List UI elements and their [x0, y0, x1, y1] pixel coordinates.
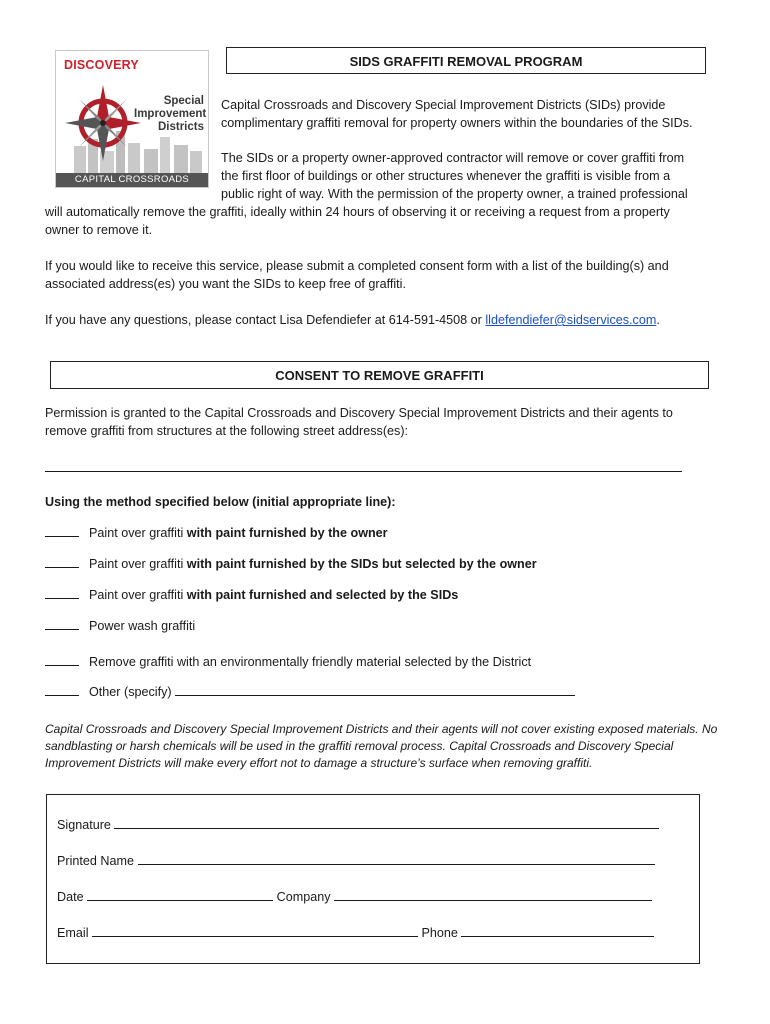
option-paint-owner: Paint over graffiti with paint furnished by the owner — [45, 524, 725, 542]
contact-paragraph: If you have any questions, please contact Lisa Defendiefer at 614-591-4508 or lldefendiefer@sidservices.com. — [45, 313, 660, 327]
contact-email-link[interactable]: lldefendiefer@sidservices.com — [485, 313, 657, 327]
date-field[interactable] — [87, 888, 273, 901]
option-paint-sids: Paint over graffiti with paint furnished and selected by the SIDs — [45, 586, 725, 604]
option-power-wash: Power wash graffiti — [45, 617, 725, 635]
disclaimer: Capital Crossroads and Discovery Special Improvement Districts and their agents will not cover existing exposed materials. No sandblasting or harsh chemicals will be used in the graffiti removal process. Capital Crossroads and Discovery Special Improvement Districts will make every effort not to damage a structure’s surface when removing graffiti. — [45, 722, 718, 770]
email-field[interactable] — [92, 924, 418, 937]
printed-name-row: Printed Name — [57, 852, 677, 870]
intro-paragraph-1: Capital Crossroads and Discovery Special Improvement Districts (SIDs) provide complimentary graffiti removal for property owners within the boundaries of the SIDs. — [221, 98, 693, 130]
option-other: Other (specify) — [45, 683, 725, 701]
signature-row: Signature — [57, 816, 677, 834]
option-environmental-material: Remove graffiti with an environmentally friendly material selected by the District — [45, 653, 725, 671]
initial-field[interactable] — [45, 555, 79, 568]
email-phone-row: Email Phone — [57, 924, 677, 942]
initial-field[interactable] — [45, 586, 79, 599]
program-title: SIDS GRAFFITI REMOVAL PROGRAM — [226, 47, 706, 74]
sids-logo — [55, 50, 209, 188]
intro-paragraph-2-continued: will automatically remove the graffiti, ideally within 24 hours of observing it or receiving a request from a property owner to remove it. — [45, 205, 670, 237]
printed-name-field[interactable] — [138, 852, 655, 865]
initial-field[interactable] — [45, 617, 79, 630]
phone-field[interactable] — [461, 924, 654, 937]
option-paint-sids-owner-selected: Paint over graffiti with paint furnished by the SIDs but selected by the owner — [45, 555, 725, 573]
intro-paragraph-2: The SIDs or a property owner-approved contractor will remove or cover graffiti from the first floor of buildings or other structures whenever the graffiti is visible from a public right of way. With the permission of the property owner, a trained professional — [221, 151, 688, 201]
company-field[interactable] — [334, 888, 652, 901]
logo-discovery-text: DISCOVERY — [64, 58, 139, 72]
initial-field[interactable] — [45, 524, 79, 537]
consent-title: CONSENT TO REMOVE GRAFFITI — [50, 361, 709, 389]
permission-paragraph: Permission is granted to the Capital Crossroads and Discovery Special Improvement Districts and their agents to remove graffiti from structures at the following street address(es): — [45, 406, 673, 438]
other-specify-field[interactable] — [175, 683, 575, 696]
initial-field[interactable] — [45, 683, 79, 696]
logo-capital-crossroads-text: CAPITAL CROSSROADS — [56, 173, 208, 187]
method-heading: Using the method specified below (initial appropriate line): — [45, 495, 396, 509]
logo-special-improvement-districts: Special Improvement Districts — [134, 95, 207, 133]
signature-field[interactable] — [114, 816, 659, 829]
date-company-row: Date Company — [57, 888, 677, 906]
initial-field[interactable] — [45, 653, 79, 666]
address-field[interactable] — [45, 459, 682, 472]
intro-paragraph-3: If you would like to receive this service, please submit a completed consent form with a list of the building(s) and associated address(es) you want the SIDs to keep free of graffiti. — [45, 259, 669, 291]
